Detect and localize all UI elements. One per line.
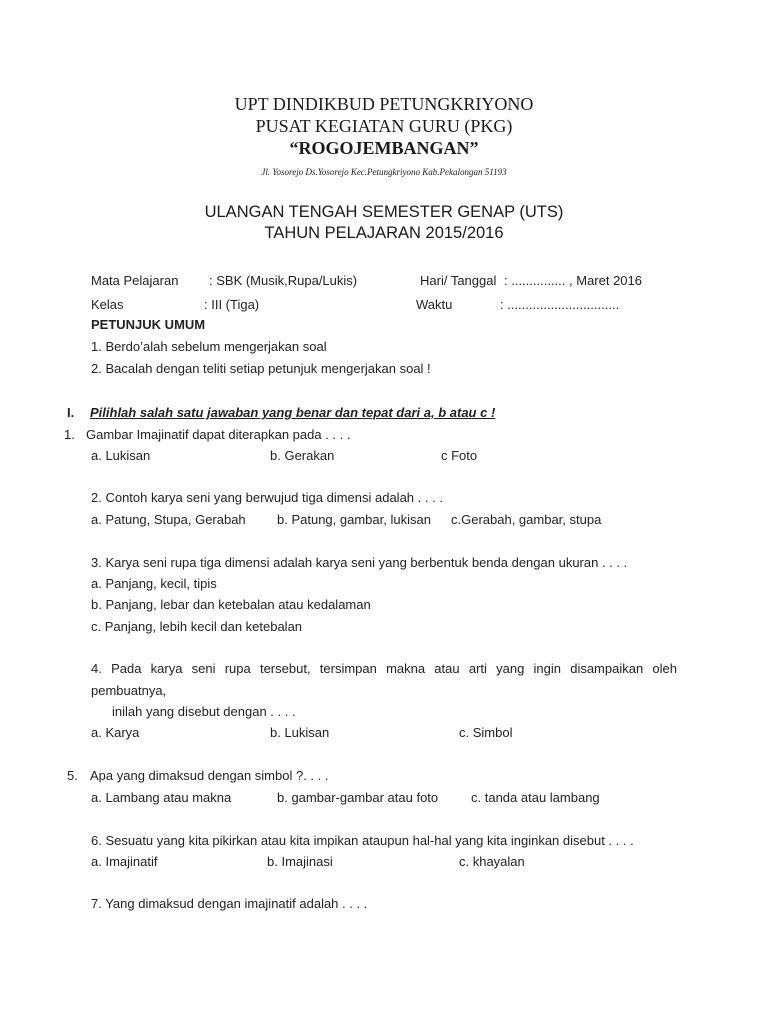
class-label: Kelas: [91, 297, 124, 312]
answer-option: a. Karya: [91, 725, 140, 740]
question-text: 6. Sesuatu yang kita pikirkan atau kita impikan ataupun hal-hal yang kita inginkan disebut . . . .: [91, 833, 634, 848]
question-text-continued: pembuatnya,: [91, 683, 167, 698]
answer-option: a. Lukisan: [91, 448, 151, 463]
question-text: Apa yang dimaksud dengan simbol ?. . . .: [90, 768, 329, 783]
time-label: Waktu: [416, 297, 453, 312]
answer-option: a. Patung, Stupa, Gerabah: [91, 512, 246, 527]
question-text-continued: inilah yang disebut dengan . . . .: [112, 704, 296, 719]
answer-option: c. Panjang, lebih kecil dan ketebalan: [91, 619, 303, 634]
subject-value: : SBK (Musik,Rupa/Lukis): [209, 273, 358, 288]
answer-option: b. gambar-gambar atau foto: [277, 790, 439, 805]
answer-option: c. khayalan: [459, 854, 525, 869]
instruction-item: 1. Berdo’alah sebelum mengerjakan soal: [91, 339, 327, 354]
answer-option: c. Simbol: [459, 725, 513, 740]
answer-option: b. Lukisan: [270, 725, 330, 740]
subject-label: Mata Pelajaran: [91, 273, 179, 288]
question-text: 2. Contoh karya seni yang berwujud tiga dimensi adalah . . . .: [91, 490, 443, 505]
date-value: : ............... , Maret 2016: [504, 273, 642, 288]
answer-option: b. Patung, gambar, lukisan: [277, 512, 431, 527]
question-text: 7. Yang dimaksud dengan imajinatif adalah . . . .: [91, 896, 368, 911]
time-value: : ...............................: [500, 297, 620, 312]
exam-title: ULANGAN TENGAH SEMESTER GENAP (UTS): [204, 203, 564, 221]
question-number: 1.: [64, 427, 75, 442]
answer-option: c Foto: [441, 448, 478, 463]
question-text: 3. Karya seni rupa tiga dimensi adalah karya seni yang berbentuk benda dengan ukuran . . . .: [91, 555, 628, 570]
school-address: Jl. Yosorejo Ds.Yosorejo Kec.Petungkriyono Kab.Pekalongan 51193: [261, 167, 507, 177]
answer-option: a. Imajinatif: [91, 854, 158, 869]
center-nickname: “ROGOJEMBANGAN”: [289, 138, 479, 158]
instructions-title: PETUNJUK UMUM: [91, 317, 206, 332]
answer-option: b. Gerakan: [270, 448, 335, 463]
question-text: 4. Pada karya seni rupa tersebut, tersimpan makna atau arti yang ingin disampaikan oleh: [91, 661, 677, 676]
question-text: Gambar Imajinatif dapat diterapkan pada . . . .: [86, 427, 351, 442]
answer-option: b. Imajinasi: [267, 854, 333, 869]
answer-option: c. tanda atau lambang: [471, 790, 600, 805]
answer-option: c.Gerabah, gambar, stupa: [451, 512, 602, 527]
answer-option: a. Lambang atau makna: [91, 790, 232, 805]
answer-option: a. Panjang, kecil, tipis: [91, 576, 217, 591]
section-title: Pilihlah salah satu jawaban yang benar dan tepat dari a, b atau c !: [90, 405, 496, 420]
center-name: PUSAT KEGIATAN GURU (PKG): [255, 116, 513, 136]
exam-year: TAHUN PELAJARAN 2015/2016: [264, 224, 504, 242]
date-label: Hari/ Tanggal: [420, 273, 497, 288]
school-name: UPT DINDIKBUD PETUNGKRIYONO: [234, 94, 534, 114]
class-value: : III (Tiga): [204, 297, 260, 312]
answer-option: b. Panjang, lebar dan ketebalan atau kedalaman: [91, 597, 371, 612]
instruction-item: 2. Bacalah dengan teliti setiap petunjuk mengerjakan soal !: [91, 361, 431, 376]
section-number: I.: [67, 405, 75, 420]
question-number: 5.: [67, 768, 78, 783]
